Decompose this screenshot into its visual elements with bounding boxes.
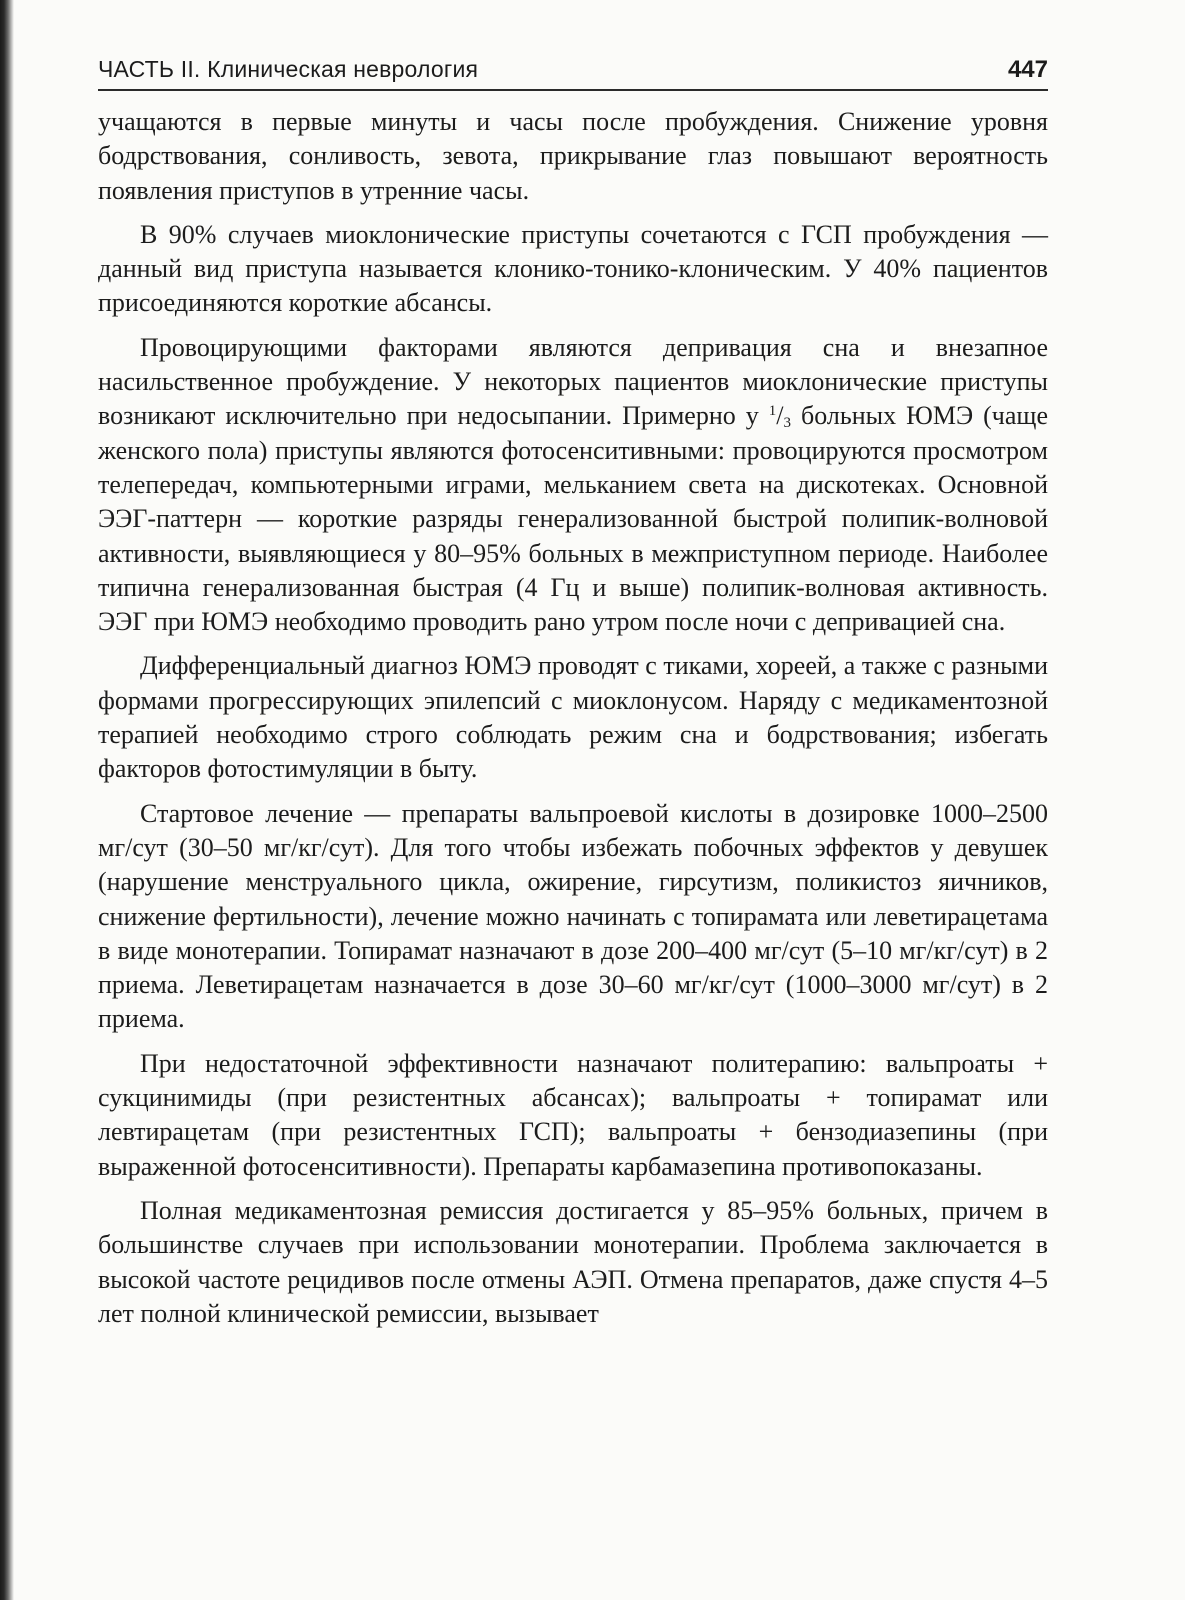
book-page xyxy=(98,56,1048,1341)
paragraph: Провоцирующими факторами являются депривация сна и внезапное насильственное пробуждение. У некоторых пациентов миоклонические приступы возникают исключительно при недосыпании. Примерно у $^1$/3 больных ЮМЭ (чаще женского пола) приступы являются фотосенситивными: провоцируются просмотром телепередач, компьютерными играми, мельканием света на дискотеках. Основной ЭЭГ-паттерн — короткие разряды генерализованной быстрой полипик-волновой активности, выявляющиеся у 80–95% больных в межприступном периоде. Наиболее типична генерализованная быстрая (4 Гц и выше) полипик-волновая активность. ЭЭГ при ЮМЭ необходимо проводить рано утром после ночи с депривацией сна. xyxy=(98,332,1048,637)
paragraph-text: больных ЮМЭ (чаще женского пола) приступы являются фотосенситивными: провоцируются просмотром телепередач, компьютерными играми, мельканием света на дискотеках. Основной ЭЭГ-паттерн — короткие разряды генерализованной быстрой полипик-волновой активности, выявляющиеся у 80–95% больных в межприступном периоде. Наиболее типична генерализованная быстрая (4 Гц и выше) полипик-волновая активность. ЭЭГ при ЮМЭ необходимо проводить рано утром после ночи с депривацией сна. xyxy=(98,401,1048,637)
body-text xyxy=(98,105,1048,1331)
paragraph: В 90% случаев миоклонические приступы сочетаются с ГСП пробуждения — данный вид приступа называется клонико-тонико-клоническим. У 40% пациентов присоединяются короткие абсансы. xyxy=(98,219,1048,318)
paragraph: Дифференциальный диагноз ЮМЭ проводят с тиками, хореей, а также с разными формами прогрессирующих эпилепсий с миоклонусом. Наряду с медикаментозной терапией необходимо строго соблюдать режим сна и бодрствования; избегать факторов фотостимуляции в быту. xyxy=(98,651,1048,784)
fraction-denominator: 3 xyxy=(783,415,791,432)
running-title: ЧАСТЬ II. Клиническая неврология xyxy=(98,56,479,82)
scan-binding-edge xyxy=(0,0,14,1600)
fraction-numerator: 1 xyxy=(768,403,777,420)
paragraph: При недостаточной эффективности назначают политерапию: вальпроаты + сукцинимиды (при резистентных абсансах); вальпроаты + топирамат или левтирацетам (при резистентных ГСП); вальпроаты + бензодиазепины (при выраженной фотосенситивности). Препараты карбамазепина противопоказаны. xyxy=(98,1048,1048,1181)
paragraph: Стартовое лечение — препараты вальпроевой кислоты в дозировке 1000–2500 мг/сут (30–50 мг/кг/сут). Для того чтобы избежать побочных эффектов у девушек (нарушение менструального цикла, ожирение, гирсутизм, поликистоз яичников, снижение фертильности), лечение можно начинать с топирамата или леветирацетама в виде монотерапии. Топирамат назначают в дозе 200–400 мг/сут (5–10 мг/кг/сут) в 2 приема. Леветирацетам назначается в дозе 30–60 мг/кг/сут (1000–3000 мг/сут) в 2 приема. xyxy=(98,798,1048,1034)
page-number: 447 xyxy=(1007,56,1048,83)
paragraph: Полная медикаментозная ремиссия достигается у 85–95% больных, причем в большинстве случаев при использовании монотерапии. Проблема заключается в высокой частоте рецидивов после отмены АЭП. Отмена препаратов, даже спустя 4–5 лет полной клинической ремиссии, вызывает xyxy=(98,1195,1048,1328)
paragraph: учащаются в первые минуты и часы после пробуждения. Снижение уровня бодрствования, сонливость, зевота, прикрывание глаз повышают вероятность появления приступов в утренние часы. xyxy=(98,107,1048,205)
paragraph-text: Провоцирующими факторами являются депривация сна и внезапное насильственное пробуждение. У некоторых пациентов миоклонические приступы возникают исключительно при недосыпании. Примерно у xyxy=(98,332,1048,431)
running-head xyxy=(98,56,1048,91)
